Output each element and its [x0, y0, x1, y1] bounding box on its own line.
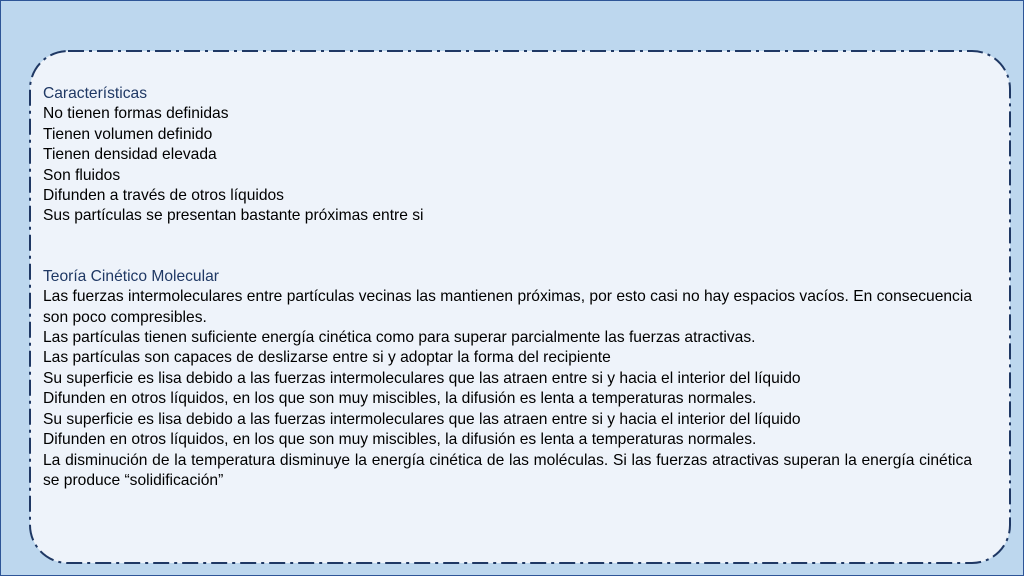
theory-paragraph: La disminución de la temperatura disminuye la energía cinética de las moléculas. Si las fuerzas atractivas superan la energía cinética se produce “solidificación”: [43, 451, 972, 489]
theory-paragraph: Su superficie es lisa debido a las fuerzas intermoleculares que las atraen entre si y hacia el interior del líquido: [43, 410, 801, 428]
section-heading-kinetic-theory: Teoría Cinético Molecular: [43, 267, 219, 285]
characteristic-item: Tienen volumen definido: [43, 125, 213, 143]
section-heading-characteristics: Características: [43, 85, 147, 102]
theory-paragraph: Las partículas tienen suficiente energía cinética como para superar parcialmente las fuerzas atractivas.: [43, 329, 756, 347]
characteristic-item: Son fluidos: [43, 166, 121, 184]
theory-paragraph: Difunden en otros líquidos, en los que son muy miscibles, la difusión es lenta a temperaturas normales.: [43, 390, 757, 408]
theory-paragraph: Difunden en otros líquidos, en los que son muy miscibles, la difusión es lenta a temperaturas normales.: [43, 431, 757, 449]
theory-paragraph: Las fuerzas intermoleculares entre partículas vecinas las mantienen próximas, por esto casi no hay espacios vacíos. En consecuencia son poco compresibles.: [43, 288, 972, 326]
section-spacer: [43, 227, 972, 267]
characteristic-item: Sus partículas se presentan bastante próximas entre si: [43, 207, 424, 225]
characteristic-item: Tienen densidad elevada: [43, 146, 217, 164]
theory-paragraph: Las partículas son capaces de deslizarse entre si y adoptar la forma del recipiente: [43, 349, 611, 367]
theory-paragraph: Su superficie es lisa debido a las fuerzas intermoleculares que las atraen entre si y hacia el interior del líquido: [43, 369, 801, 387]
text-content: [43, 84, 972, 491]
characteristic-item: No tienen formas definidas: [43, 105, 229, 123]
characteristic-item: Difunden a través de otros líquidos: [43, 187, 284, 205]
